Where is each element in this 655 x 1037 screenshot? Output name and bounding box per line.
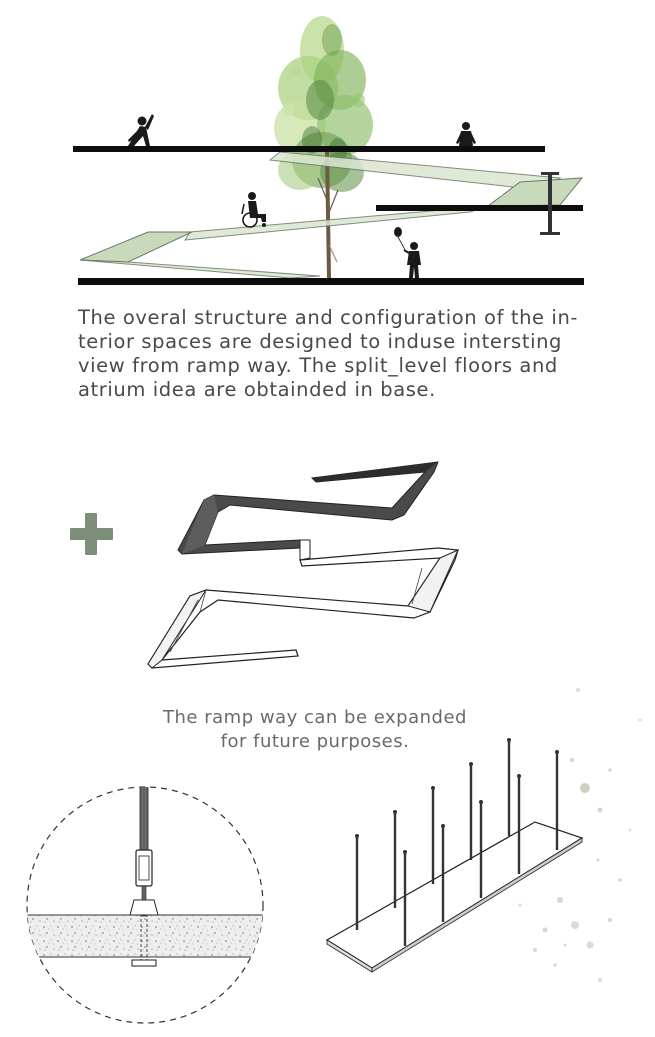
caption-ramp-line-2: for future purposes. xyxy=(220,731,410,752)
caption-main xyxy=(78,306,578,402)
caption-main-line-3: view from ramp way. The split_level floors and xyxy=(78,354,558,377)
section-drawing xyxy=(73,16,584,285)
hanger-plate-diagram xyxy=(327,738,582,972)
ramp-3d-diagram xyxy=(148,462,458,668)
figure-yoga-icon xyxy=(128,114,154,146)
caption-ramp xyxy=(130,706,500,754)
caption-ramp-line-1: The ramp way can be expanded xyxy=(163,707,467,728)
concrete-slab xyxy=(20,915,265,957)
caption-main-line-1: The overal structure and configuration of the in- xyxy=(78,306,579,329)
floor-ground xyxy=(78,278,584,285)
caption-main-line-2: terior spaces are designed to induse intersting xyxy=(78,330,563,353)
figure-wheelchair-icon xyxy=(242,192,266,227)
connection-detail xyxy=(20,780,265,1023)
floor-top xyxy=(73,146,545,152)
figure-standing-icon xyxy=(456,122,476,146)
plus-icon xyxy=(70,513,113,555)
caption-main-line-4: atrium idea are obtainded in base. xyxy=(78,378,436,401)
figure-balloon-icon xyxy=(394,227,421,278)
